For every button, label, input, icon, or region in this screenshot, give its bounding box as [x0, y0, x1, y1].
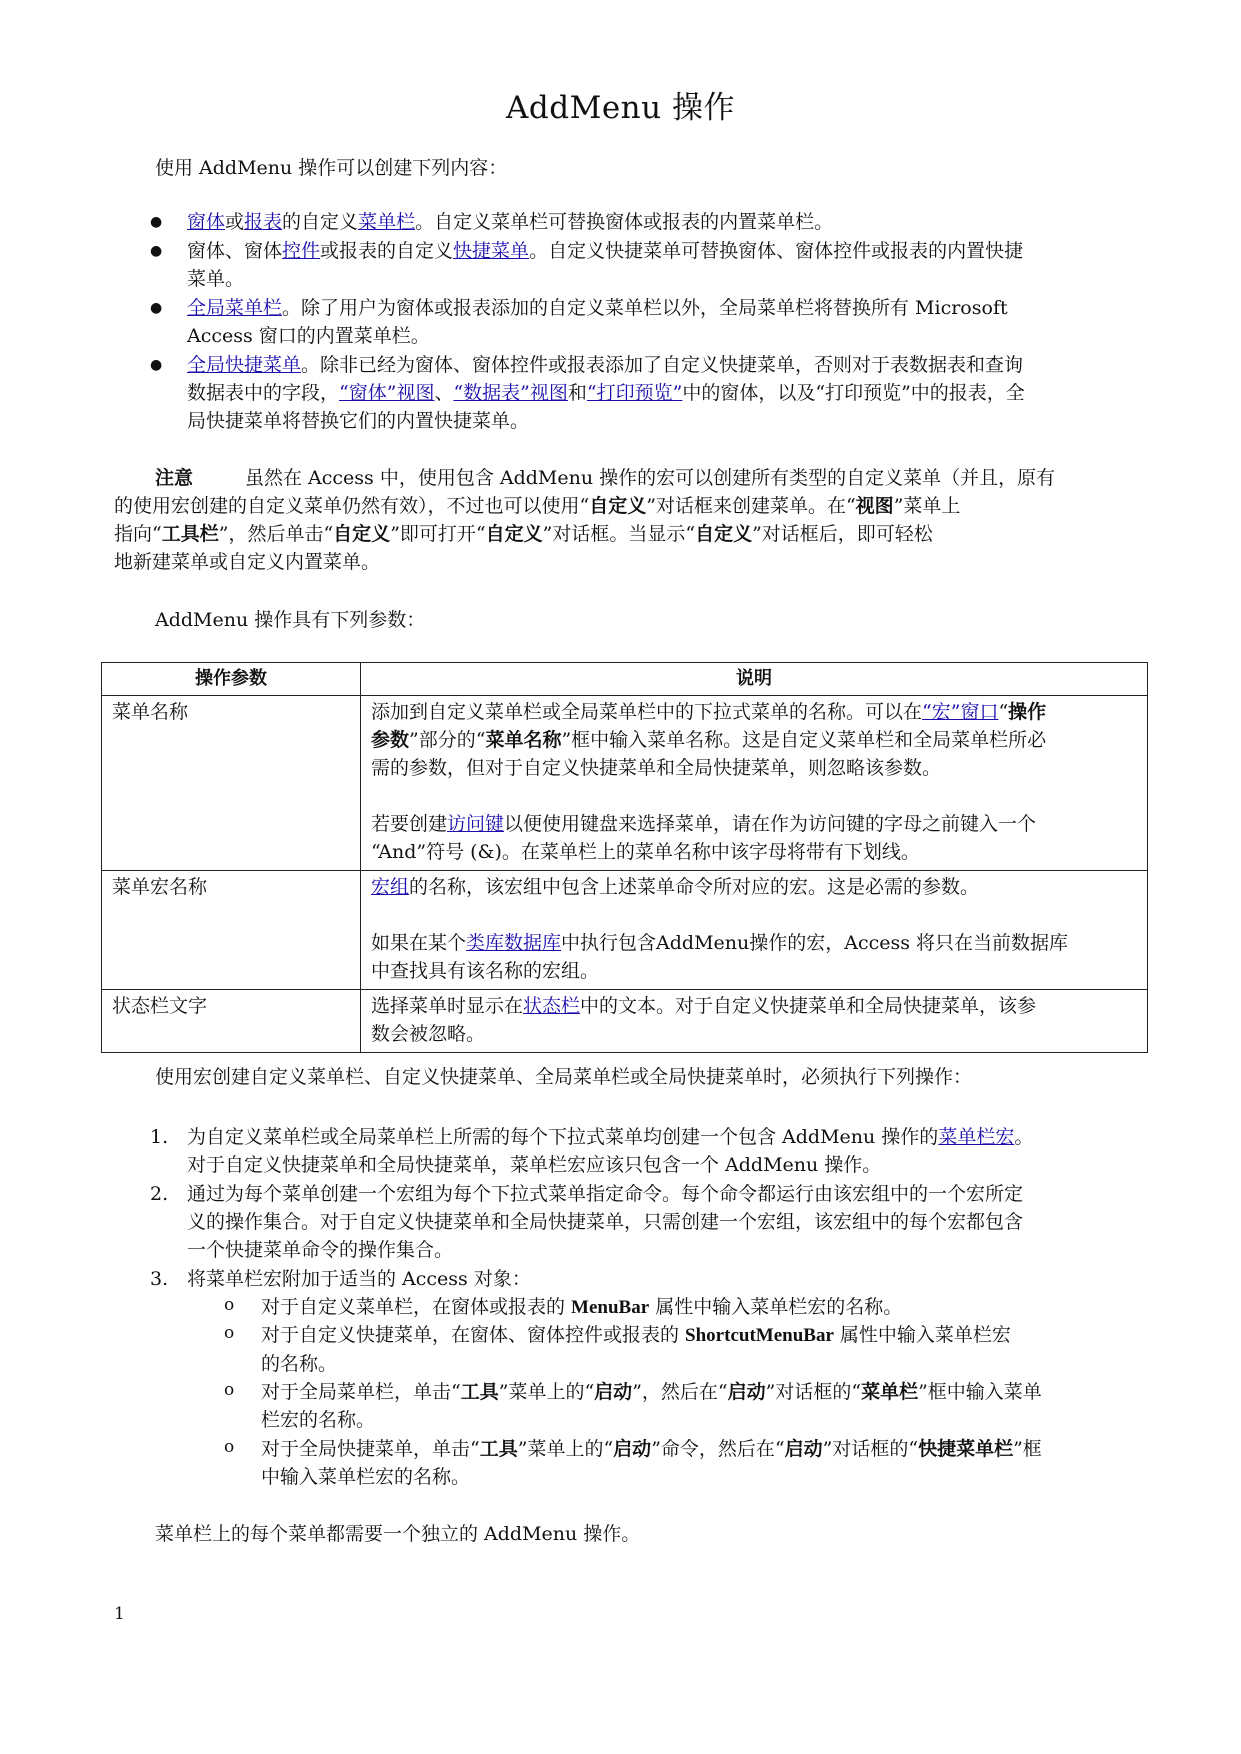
bullet-dot: ●: [150, 357, 163, 373]
library-database-link[interactable]: 类库数据库: [466, 932, 562, 954]
status-bar-link[interactable]: 状态栏: [523, 995, 581, 1017]
text: 如果在某个: [371, 932, 467, 954]
note-paragraph: [114, 464, 1148, 576]
text: 为自定义菜单栏或全局菜单栏上所需的每个下拉式菜单均创建一个包含 AddMenu 操作的: [187, 1126, 939, 1148]
text: 中的窗体，以及“打印预览”中的报表，全: [682, 382, 1025, 404]
report-link[interactable]: 报表: [244, 211, 283, 233]
param-description: [361, 990, 1148, 1053]
text: ”对话框的“: [822, 1438, 919, 1460]
bullet-item: [187, 351, 1025, 435]
menubar-macro-link[interactable]: 菜单栏宏: [938, 1126, 1015, 1148]
text: “And”符号 (&)。在菜单栏上的菜单名称中该字母将带有下划线。: [371, 841, 920, 863]
closing-text: 菜单栏上的每个菜单都需要一个独立的 AddMenu 操作。: [155, 1523, 641, 1545]
text: 需的参数，但对于自定义快捷菜单和全局快捷菜单，则忽略该参数。: [371, 757, 942, 779]
form-link[interactable]: 窗体: [187, 211, 226, 233]
text: 。自定义菜单栏可替换窗体或报表的内置菜单栏。: [415, 211, 834, 233]
text: ”部分的“: [409, 729, 486, 751]
param-name: 菜单名称: [102, 696, 361, 871]
macro-window-link[interactable]: “宏”窗口: [922, 701, 999, 723]
text: 以便使用键盘来选择菜单，请在作为访问键的字母之前键入一个: [504, 813, 1037, 835]
text: ”菜单上: [893, 495, 961, 517]
text: ”对话框。当显示“: [542, 523, 696, 545]
text: 中查找具有该名称的宏组。: [371, 960, 600, 982]
bold-text: 自定义: [695, 523, 753, 545]
bold-text: 工具栏: [161, 523, 219, 545]
circle-bullet: o: [224, 1323, 235, 1343]
text: 中执行包含AddMenu操作的宏，Access 将只在当前数据库: [561, 932, 1069, 954]
table-header-row: [102, 663, 1148, 696]
text: 或: [225, 211, 245, 233]
text: “: [998, 701, 1009, 723]
bold-text: 参数: [371, 729, 410, 751]
bold-text: MenuBar: [571, 1297, 650, 1318]
text: 的名称。: [261, 1353, 338, 1375]
bold-text: ShortcutMenuBar: [685, 1325, 834, 1346]
bold-text: 自定义: [333, 523, 391, 545]
page-number: 1: [114, 1604, 125, 1624]
text: ”，然后单击“: [218, 523, 334, 545]
steps-intro: 使用宏创建自定义菜单栏、自定义快捷菜单、全局菜单栏或全局快捷菜单时，必须执行下列操作：: [155, 1066, 973, 1088]
text: 栏宏的名称。: [261, 1409, 376, 1431]
step-item: 将菜单栏宏附加于适当的 Access 对象：: [187, 1268, 531, 1290]
control-link[interactable]: 控件: [282, 240, 321, 262]
text: 义的操作集合。对于自定义快捷菜单和全局快捷菜单，只需创建一个宏组，该宏组中的每个宏都包含: [187, 1211, 1024, 1233]
text: 指向“: [114, 523, 162, 545]
text: 的名称，该宏组中包含上述菜单命令所对应的宏。这是必需的参数。: [409, 876, 980, 898]
text: ”对话框后，即可轻松: [752, 523, 933, 545]
params-table: [101, 662, 1148, 1053]
bold-text: 视图: [855, 495, 894, 517]
text: 或报表的自定义: [320, 240, 454, 262]
step-number: 3.: [150, 1268, 169, 1290]
text: ”，然后在“: [632, 1381, 728, 1403]
bold-text: 启动: [594, 1381, 633, 1403]
text: 。除非已经为窗体、窗体控件或报表添加了自定义快捷菜单，否则对于表数据表和查询: [301, 354, 1024, 376]
bold-text: 菜单栏: [861, 1381, 919, 1403]
text: ”框中输入菜单: [918, 1381, 1042, 1403]
step-number: 2.: [150, 1183, 169, 1205]
bullet-item: [187, 294, 1008, 350]
table-row: [102, 871, 1148, 990]
global-menubar-link[interactable]: 全局菜单栏: [187, 297, 283, 319]
access-key-link[interactable]: 访问键: [447, 813, 505, 835]
text: ”对话框的“: [765, 1381, 862, 1403]
text: 对于全局快捷菜单，单击“: [261, 1438, 480, 1460]
bullet-item: [187, 237, 1023, 293]
bold-text: 菜单名称: [485, 729, 562, 751]
bullet-item: [187, 208, 833, 236]
page-title: AddMenu 操作: [506, 90, 735, 126]
form-view-link[interactable]: “窗体”视图: [339, 382, 435, 404]
text: 对于自定义菜单栏，在窗体或报表的: [261, 1296, 572, 1318]
text: 选择菜单时显示在: [371, 995, 524, 1017]
bold-text: 自定义: [589, 495, 647, 517]
text: ”对话框来创建菜单。在“: [646, 495, 856, 517]
text: 对于自定义快捷菜单和全局快捷菜单，菜单栏宏应该只包含一个 AddMenu 操作。: [187, 1154, 882, 1176]
menubar-link[interactable]: 菜单栏: [358, 211, 416, 233]
param-description: [361, 871, 1148, 990]
bold-text: 启动: [727, 1381, 766, 1403]
text: 对于全局菜单栏，单击“: [261, 1381, 461, 1403]
text: ”即可打开“: [390, 523, 486, 545]
bold-text: 工具: [460, 1381, 499, 1403]
sub-item: [261, 1293, 902, 1322]
param-description: [361, 696, 1148, 871]
step-item: [187, 1180, 1023, 1264]
intro-text: 使用 AddMenu 操作可以创建下列内容：: [155, 157, 508, 179]
text: ”命令，然后在“: [651, 1438, 785, 1460]
bold-text: 启动: [784, 1438, 823, 1460]
bullet-dot: ●: [150, 214, 163, 230]
param-name: 菜单宏名称: [102, 871, 361, 990]
param-name: 状态栏文字: [102, 990, 361, 1053]
table-header: 说明: [361, 663, 1148, 696]
text: 若要创建: [371, 813, 448, 835]
bullet-dot: ●: [150, 243, 163, 259]
sub-item: [261, 1435, 1042, 1491]
text: 的自定义: [282, 211, 359, 233]
params-intro: AddMenu 操作具有下列参数：: [155, 609, 426, 631]
text: 数会被忽略。: [371, 1023, 486, 1045]
shortcut-menu-link[interactable]: 快捷菜单: [453, 240, 530, 262]
text: 。除了用户为窗体或报表添加的自定义菜单栏以外，全局菜单栏将替换所有 Microsoft: [282, 297, 1008, 319]
text: 添加到自定义菜单栏或全局菜单栏中的下拉式菜单的名称。可以在: [371, 701, 923, 723]
bold-text: 操作: [1008, 701, 1047, 723]
text: ”框: [1013, 1438, 1042, 1460]
bold-text: 工具: [479, 1438, 518, 1460]
text: ”框中输入菜单名称。这是自定义菜单栏和全局菜单栏所必: [561, 729, 1047, 751]
text: 中输入菜单栏宏的名称。: [261, 1466, 471, 1488]
text: 中的文本。对于自定义快捷菜单和全局快捷菜单，该参: [580, 995, 1037, 1017]
text: 和: [567, 382, 587, 404]
sub-item: [261, 1321, 1011, 1378]
text: 一个快捷菜单命令的操作集合。: [187, 1239, 454, 1261]
text: 属性中输入菜单栏宏的名称。: [649, 1296, 903, 1318]
text: Access 窗口的内置菜单栏。: [187, 325, 430, 347]
step-item: [187, 1123, 1033, 1179]
bold-text: 快捷菜单栏: [918, 1438, 1014, 1460]
print-preview-link[interactable]: “打印预览”: [586, 382, 683, 404]
text: 。: [1014, 1126, 1034, 1148]
global-shortcut-menu-link[interactable]: 全局快捷菜单: [187, 354, 302, 376]
text: 菜单。: [187, 268, 245, 290]
note-label: 注意: [155, 467, 194, 489]
table-row: [102, 696, 1148, 871]
bullet-dot: ●: [150, 300, 163, 316]
step-number: 1.: [150, 1126, 169, 1148]
circle-bullet: o: [224, 1380, 235, 1400]
text: ”菜单上的“: [498, 1381, 595, 1403]
text: 。自定义快捷菜单可替换窗体、窗体控件或报表的内置快捷: [529, 240, 1024, 262]
bold-text: 自定义: [485, 523, 543, 545]
text: 、: [434, 382, 454, 404]
datasheet-view-link[interactable]: “数据表”视图: [453, 382, 568, 404]
table-row: [102, 990, 1148, 1053]
text: 属性中输入菜单栏宏: [833, 1324, 1011, 1346]
text: 局快捷菜单将替换它们的内置快捷菜单。: [187, 410, 530, 432]
text: 通过为每个菜单创建一个宏组为每个下拉式菜单指定命令。每个命令都运行由该宏组中的一个宏所定: [187, 1183, 1024, 1205]
text: 的使用宏创建的自定义菜单仍然有效），不过也可以使用“: [114, 495, 590, 517]
text: ”菜单上的“: [517, 1438, 614, 1460]
circle-bullet: o: [224, 1295, 235, 1315]
table-header: 操作参数: [102, 663, 361, 696]
text: 对于自定义快捷菜单，在窗体、窗体控件或报表的: [261, 1324, 686, 1346]
text: 数据表中的字段，: [187, 382, 340, 404]
circle-bullet: o: [224, 1437, 235, 1457]
text: 地新建菜单或自定义内置菜单。: [114, 551, 381, 573]
bold-text: 启动: [613, 1438, 652, 1460]
text: 虽然在 Access 中，使用包含 AddMenu 操作的宏可以创建所有类型的自定义菜单（并且，原有: [245, 467, 1056, 489]
text: 窗体、窗体: [187, 240, 283, 262]
macro-group-link[interactable]: 宏组: [371, 876, 410, 898]
sub-item: [261, 1378, 1042, 1434]
